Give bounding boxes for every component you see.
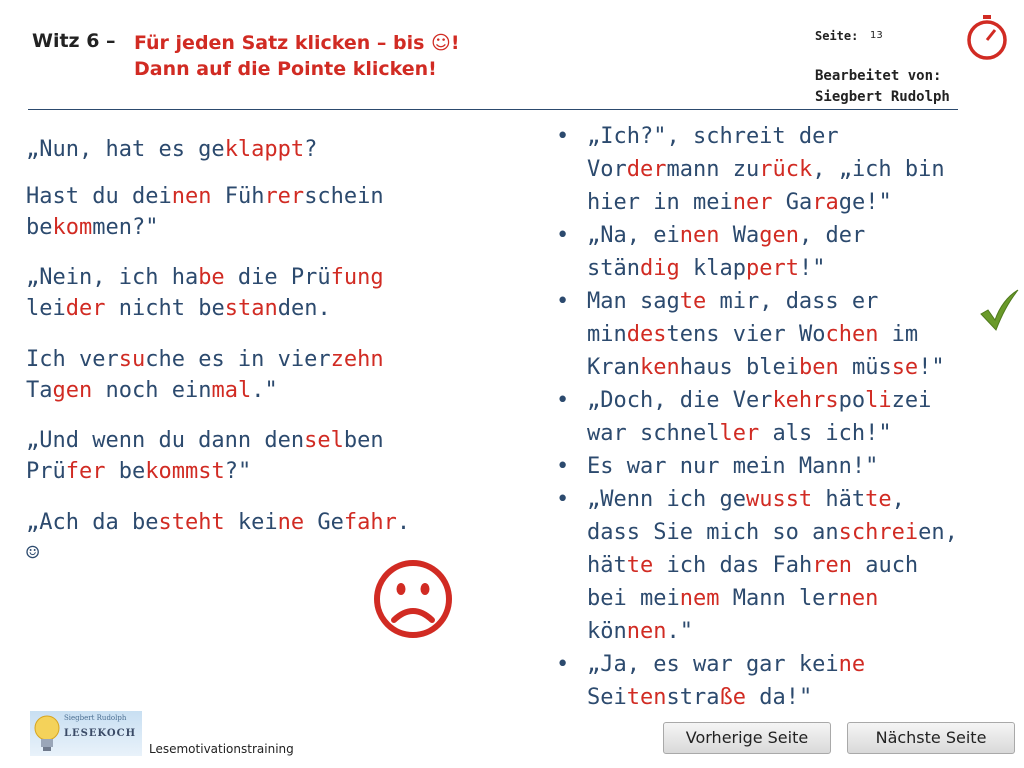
punchline-option-2[interactable]: • „Na, einen Wagen, der ständig klappert!" xyxy=(556,223,866,281)
story-sentence-2[interactable]: Hast du deinen Führerschein bekommen?" xyxy=(26,184,384,240)
instruction-line-1: Für jeden Satz klicken – bis ☺! xyxy=(134,32,460,54)
punchline-option-7[interactable]: • „Ja, es war gar keine Seitenstraße da!" xyxy=(556,652,866,710)
story-sentence-6[interactable]: „Ach da besteht keine Gefahr. ☺ xyxy=(26,510,411,566)
check-mark-icon[interactable] xyxy=(978,288,1020,332)
lesekoch-logo xyxy=(30,711,142,756)
edited-label: Bearbeitet von: xyxy=(815,68,942,84)
next-page-button[interactable]: Nächste Seite xyxy=(847,722,1015,754)
previous-page-button[interactable]: Vorherige Seite xyxy=(663,722,831,754)
story-src-1 xyxy=(0,0,1,1)
frown-face-icon[interactable] xyxy=(372,558,454,640)
page-number: 13 xyxy=(870,30,883,41)
story-sentence-1[interactable]: „Nun, hat es geklappt? xyxy=(26,137,318,162)
instruction-text xyxy=(134,30,460,82)
editor-name: Siegbert Rudolph xyxy=(815,89,950,105)
story-sentence-5[interactable]: „Und wenn du dann denselben Prüfer bekommst?" xyxy=(26,428,384,484)
punchline-options xyxy=(556,120,996,714)
logo-author: Siegbert Rudolph xyxy=(64,714,127,722)
punchline-option-1[interactable]: • „Ich?", schreit der Vordermann zurück, „ich bin hier in meiner Garage!" xyxy=(556,124,945,215)
story-sentence-4[interactable]: Ich versuche es in vierzehn Tagen noch einmal." xyxy=(26,347,384,403)
punchline-option-3[interactable]: • Man sagte mir, dass er mindestens vier Wochen im Krankenhaus bleiben müsse!" xyxy=(556,289,945,380)
punchline-option-5[interactable]: • Es war nur mein Mann!" xyxy=(556,454,879,479)
editor-info xyxy=(815,66,950,108)
header-divider xyxy=(28,109,958,110)
story-text-source xyxy=(0,0,1,1)
punchline-option-4[interactable]: • „Doch, die Verkehrspolizei war schneller als ich!" xyxy=(556,388,932,446)
instruction-line-2: Dann auf die Pointe klicken! xyxy=(134,58,437,80)
punchline-option-6[interactable]: • „Wenn ich gewusst hätte, dass Sie mich so anschreien, hätte ich das Fahren auch bei meinem Mann lernen können." xyxy=(556,487,958,644)
story-sentence-3[interactable]: „Nein, ich habe die Prüfung leider nicht bestanden. xyxy=(26,265,384,321)
logo-wordmark: LESEKOCH xyxy=(64,728,137,739)
slide-title: Witz 6 – xyxy=(32,30,116,52)
footer-label: Lesemotivationstraining xyxy=(149,742,294,756)
stopwatch-icon[interactable] xyxy=(963,13,1011,61)
page-label: Seite: xyxy=(815,29,859,43)
lightbulb-icon xyxy=(32,714,62,754)
